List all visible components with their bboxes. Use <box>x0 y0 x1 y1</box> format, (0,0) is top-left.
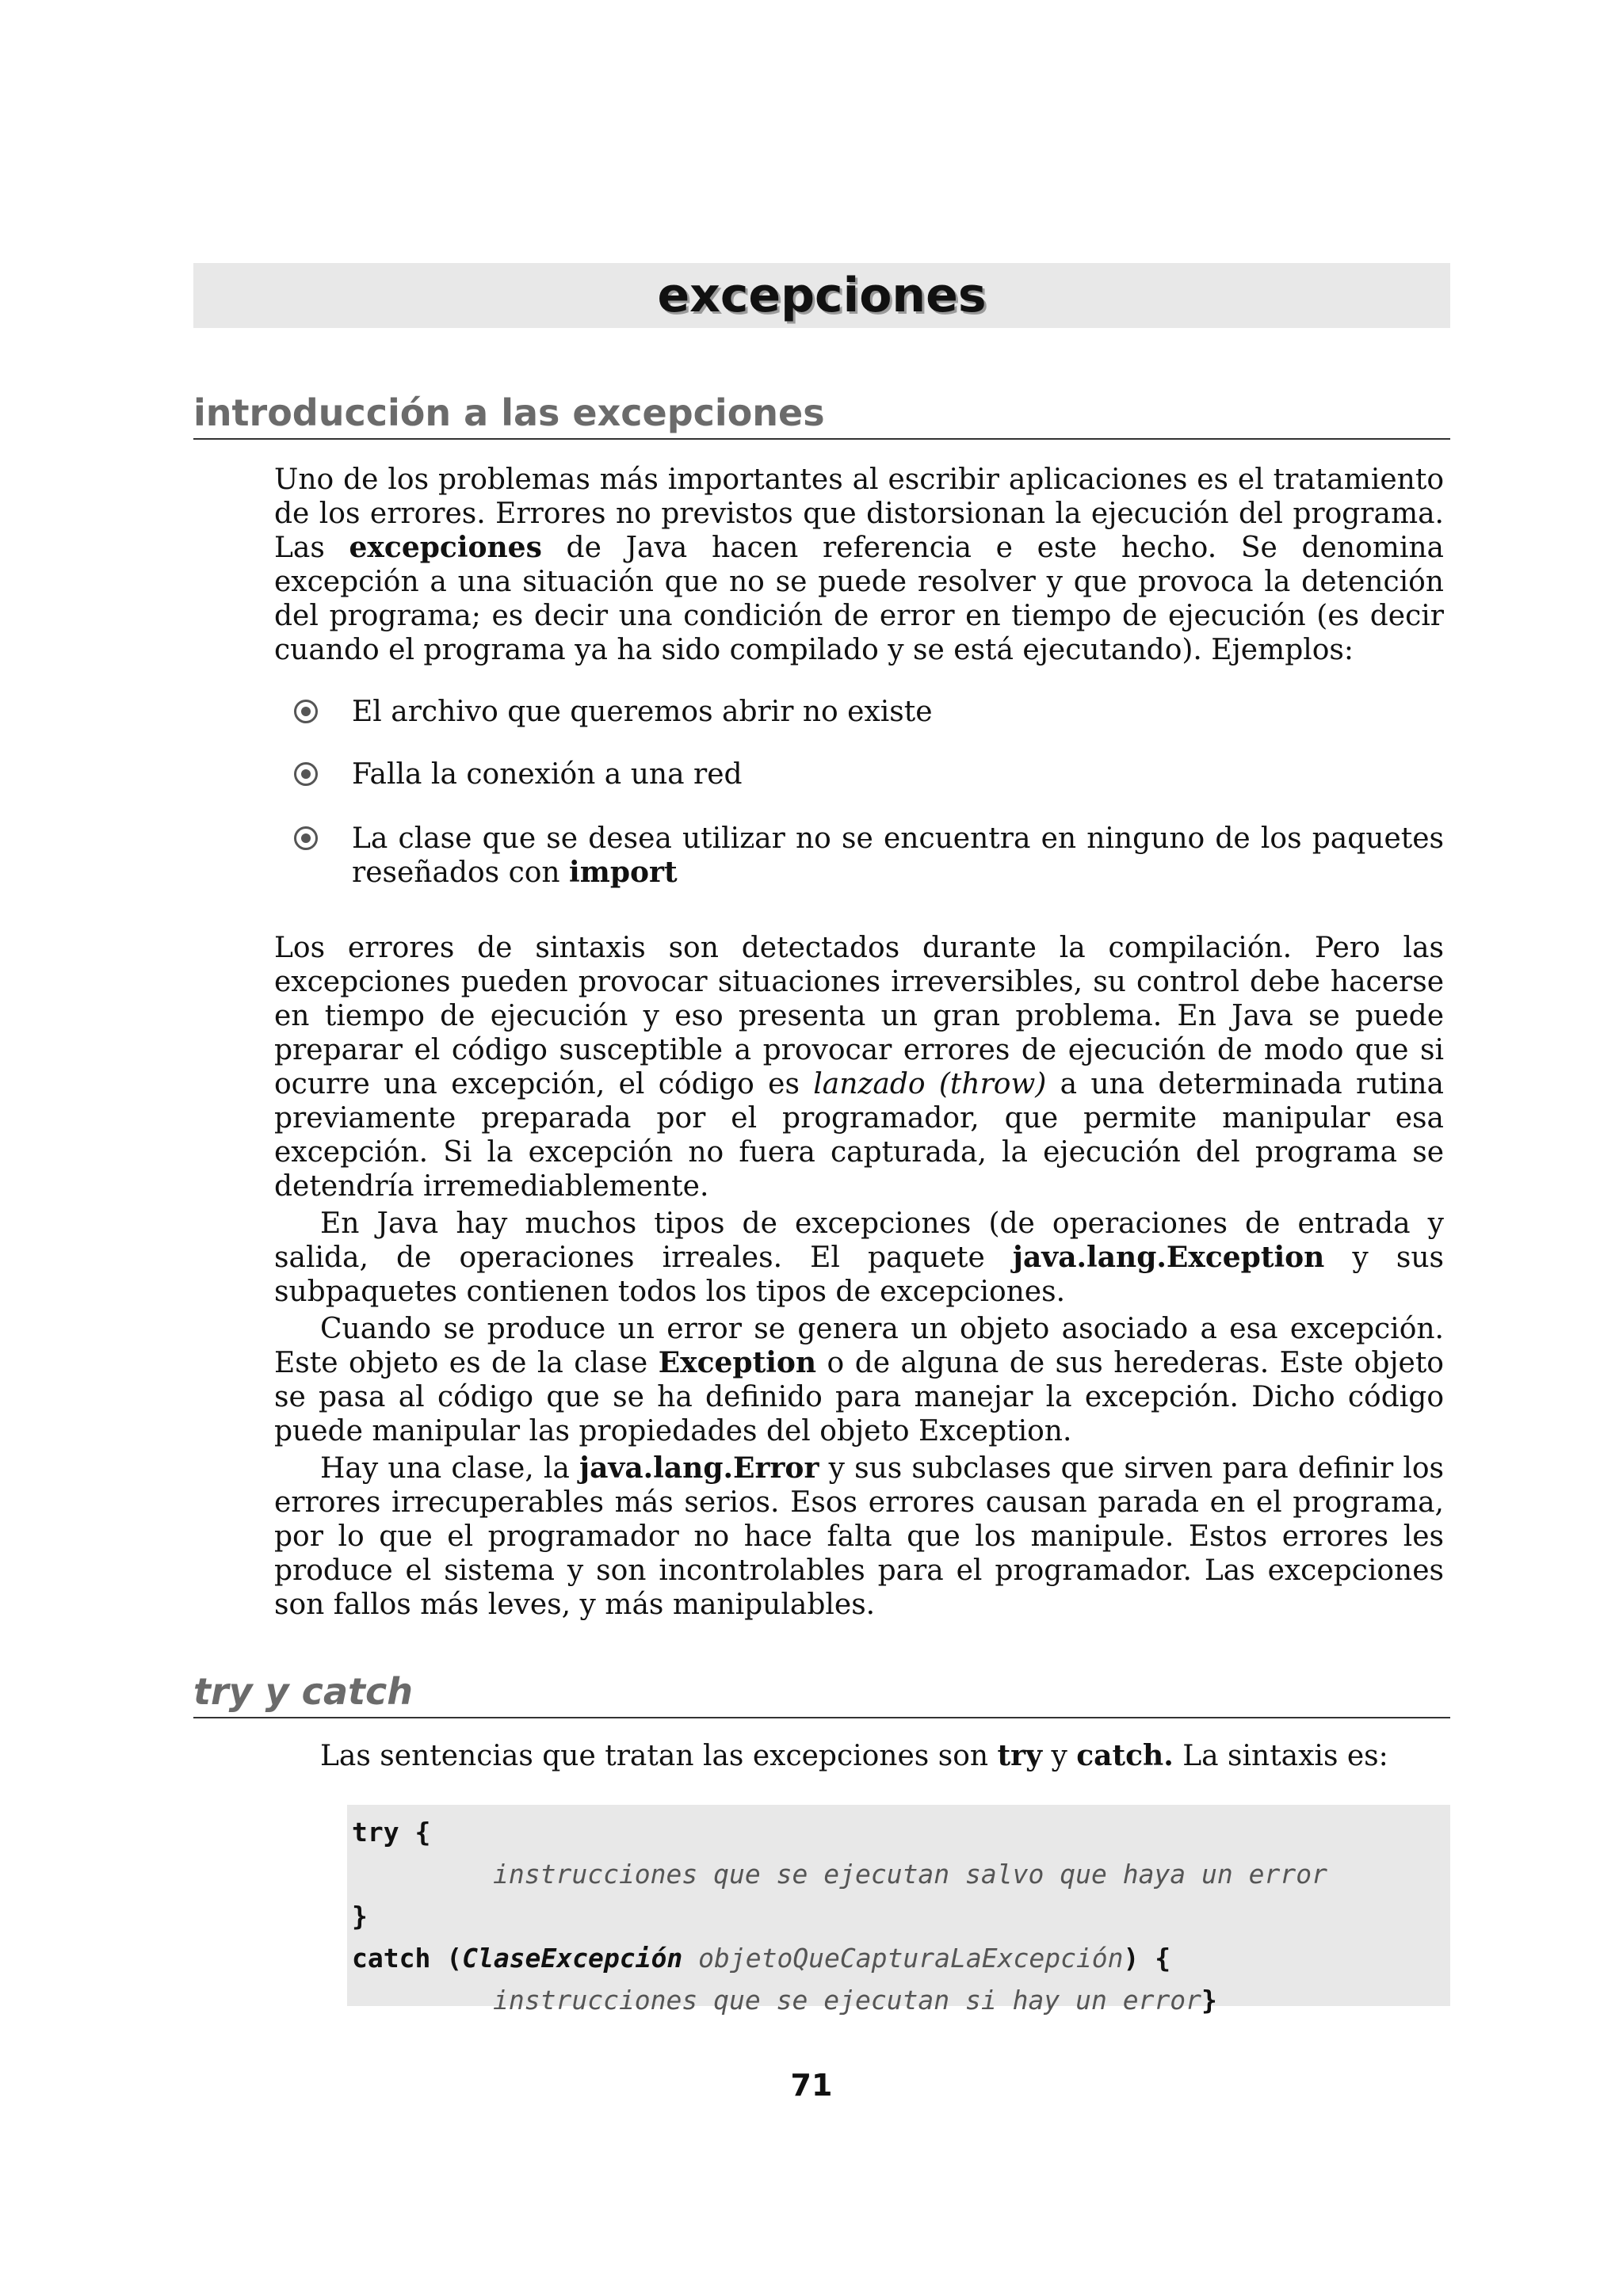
code-keyword: } <box>1201 1985 1217 2016</box>
paragraph <box>274 1312 1444 1448</box>
text-run: Cuando se produce un error se genera un objeto asociado a esa excepción. Este objeto es de la clase <box>274 1313 1444 1379</box>
paragraph <box>274 1451 1444 1622</box>
section-heading-introduccion: introducción a las excepciones <box>193 391 1450 440</box>
code-keyword: } <box>352 1901 368 1932</box>
bold-term: java.lang.Exception <box>1012 1241 1325 1274</box>
radio-bullet-icon <box>294 826 318 850</box>
body-paragraphs <box>274 931 1444 1622</box>
code-line <box>352 1979 1445 2021</box>
code-keyword: ) { <box>1123 1943 1171 1974</box>
bold-term: Exception <box>658 1346 817 1379</box>
code-object-name: objetoQueCapturaLaExcepción <box>698 1943 1124 1974</box>
paragraph <box>274 931 1444 1203</box>
bold-term: try <box>997 1739 1043 1772</box>
text-run: de Java hacen referencia e este hecho. Se denomina excepción a una situación que no se puede resolver y que provoca la detención del programa; es decir una condición de error en tiempo de ejecución (es decir cuando el programa ya ha sido compilado y se está ejecutando). Ejemplos: <box>274 532 1444 666</box>
text-run: y sus subclases que sirven para definir los errores irrecuperables más serios. Esos errores causan parada en el programa, por lo que el programador no hace falta que los manipule. Estos errores les produce el sistema y son incontrolables para el programador. Las excepciones son fallos más leves, y más manipulables. <box>274 1452 1445 1621</box>
code-keyword: try { <box>352 1817 431 1848</box>
code-line <box>352 1811 1445 1853</box>
text-run: La sintaxis es: <box>1173 1740 1388 1772</box>
bold-term: excepciones <box>349 531 542 564</box>
paragraph <box>274 1207 1444 1309</box>
code-line <box>352 1853 1445 1895</box>
code-comment: instrucciones que se ejecutan salvo que haya un error <box>493 1859 1327 1890</box>
chapter-title: excepciones <box>657 268 987 323</box>
italic-term: lanzado (throw) <box>813 1068 1047 1100</box>
list-item <box>274 757 1444 791</box>
code-line <box>352 1895 1445 1937</box>
code-line <box>352 1937 1445 1979</box>
list-item <box>274 822 1444 890</box>
list-item-text <box>352 822 1444 890</box>
code-space <box>682 1943 698 1974</box>
chapter-title-bar <box>193 263 1450 328</box>
section-heading-try-catch: try y catch <box>193 1670 1450 1718</box>
bold-term: catch. <box>1076 1739 1174 1772</box>
text-run: y sus subpaquetes contienen todos los tipos de excepciones. <box>274 1241 1444 1308</box>
code-class-name: ClaseExcepción <box>462 1943 683 1974</box>
text-run: Los errores de sintaxis son detectados durante la compilación. Pero las excepciones pueden provocar situaciones irreversibles, su control debe hacerse en tiempo de ejecución y eso presenta un gran problema. En Java se puede preparar el código susceptible a provocar errores de ejecución de modo que si ocurre una excepción, el código es <box>274 932 1444 1100</box>
try-catch-intro <box>320 1739 1444 1773</box>
bold-term: java.lang.Error <box>579 1451 819 1485</box>
text-run: a una determinada rutina previamente preparada por el programador, que permite manipular esa excepción. Si la excepción no fuera capturada, la ejecución del programa se detendría irremediablemente. <box>274 1068 1445 1203</box>
list-item-text: Falla la conexión a una red <box>352 758 743 791</box>
text-run: Uno de los problemas más importantes al escribir aplicaciones es el tratamiento de los errores. Errores no previstos que distorsionan la ejecución del programa. Las <box>274 463 1444 564</box>
text-run: y <box>1042 1740 1077 1772</box>
intro-paragraph <box>274 463 1444 667</box>
paragraph <box>320 1739 1444 1773</box>
code-block <box>347 1805 1450 2016</box>
list-item-text: El archivo que queremos abrir no existe <box>352 696 933 728</box>
code-comment: instrucciones que se ejecutan si hay un error <box>493 1985 1202 2016</box>
intro-paragraph-text <box>274 463 1444 667</box>
bold-term: import <box>569 856 678 889</box>
text-run: Las sentencias que tratan las excepciones son <box>320 1740 998 1772</box>
radio-bullet-icon <box>294 700 318 723</box>
code-keyword: catch ( <box>352 1943 463 1974</box>
text-run: Hay una clase, la <box>320 1452 580 1485</box>
radio-bullet-icon <box>294 762 318 786</box>
text-run: o de alguna de sus herederas. Este objeto se pasa al código que se ha definido para manejar la excepción. Dicho código puede manipular las propiedades del objeto Exception. <box>274 1347 1444 1447</box>
list-item <box>274 695 1444 729</box>
page-number: 71 <box>790 2068 833 2103</box>
text-run: En Java hay muchos tipos de excepciones (de operaciones de entrada y salida, de operaciones irreales. El paquete <box>274 1207 1444 1274</box>
text-run: La clase que se desea utilizar no se encuentra en ninguno de los paquetes reseñados con <box>352 822 1444 889</box>
